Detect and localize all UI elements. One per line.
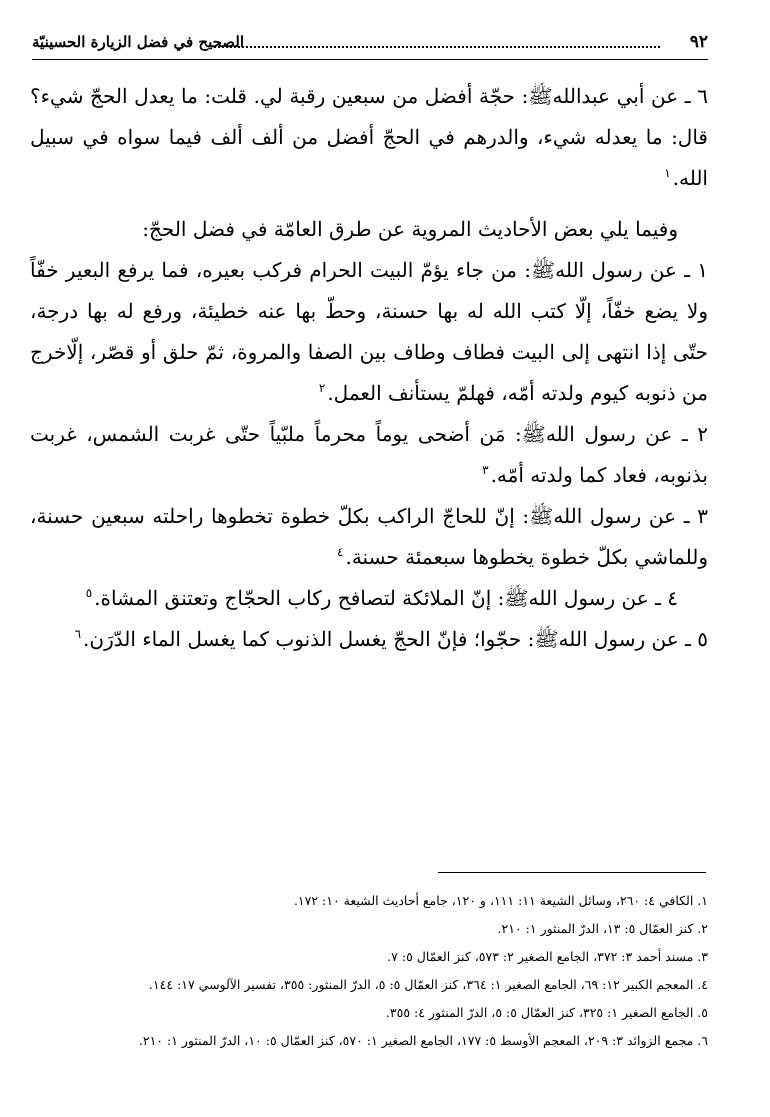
- hadith-paragraph: [30, 578, 708, 619]
- footnote: ٢. كنز العمّال ٥: ١٣، الدرّ المنثور ١: ٢١٠.: [497, 921, 708, 936]
- intro-text: وفيما يلي بعض الأحاديث المروية عن طرق العامّة في فضل الحجّ:: [142, 217, 678, 241]
- footnote: ٦. مجمع الزوائد ٣: ٢٠٩، المعجم الأوسط ٥: ١٧٧، الجامع الصغير ١: ٥٧٠، كنز العمّال ٥: ١٠، الدرّ المنثور ١: ٢١٠.: [138, 1033, 708, 1048]
- footnote-marker: ٣: [482, 463, 489, 478]
- footnote-rule: [438, 872, 706, 873]
- intro-paragraph: [30, 209, 708, 250]
- hadith-text: عن رسول الله‏ﷺ: من جاء يؤمّ البيت الحرام فركب بعيره، فما يرفع البعير خفّاً ولا يضع خفّاً، إلّا كتب الله له بها حسنة، وحطّ بها عنه خطيئة، ورفع له بها درجة، حتّى إذا انتهى إلى البيت فطاف وطاف بين الصفا والمروة، ثمّ حلق أو قصّر، إلّاخرج من ذنوبه كيوم ولدته أمّه، فهلمّ يستأنف العمل.: [30, 258, 708, 405]
- header-dotted-leader: [214, 46, 660, 48]
- hadith-paragraph: [30, 76, 708, 199]
- footnote-marker: ١: [664, 166, 671, 181]
- running-title: الصحيح في فضل الزيارة الحسينيّة: [32, 33, 245, 51]
- footnote-marker: ٦: [74, 627, 82, 642]
- page-number: ٩٢: [689, 32, 708, 52]
- footnote-marker: ٤: [337, 545, 344, 560]
- hadith-paragraph: [30, 414, 708, 496]
- header-rule: [32, 59, 708, 60]
- hadith-text: عن أبي عبدالله‏ﷺ: حجّة أفضل من سبعين رقبة لي. قلت: ما يعدل الحجّ شيء؟ قال: ما يعدله شيء، والدرهم في الحجّ أفضل من ألف ألف فيما سواه في سبيل الله.: [30, 84, 708, 190]
- hadith-text: عن رسول الله‏ﷺ: مَن أضحى يوماً محرماً ملبّياً حتّى غربت الشمس، غربت بذنوبه، فعاد كما ولدته أمّه.: [30, 422, 708, 487]
- footnote-marker: ٥: [85, 586, 93, 601]
- hadith-paragraph: [30, 496, 708, 578]
- hadith-number: ١ ـ: [684, 258, 709, 282]
- page-header: [32, 28, 708, 56]
- hadith-text: عن رسول الله‏ﷺ: حجّوا؛ فإنّ الحجّ يغسل الذنوب كما يغسل الماء الدّرَن.: [83, 627, 679, 651]
- hadith-text: عن رسول الله‏ﷺ: إنّ للحاجّ الراكب بكلّ خطوة تخطوها راحلته سبعين حسنة، وللماشي بكلّ خطوة يخطوها سبعمئة حسنة.: [30, 504, 708, 569]
- hadith-number: ٤ ـ: [655, 586, 678, 610]
- main-text: [30, 76, 708, 660]
- footnote: ٣. مسند أحمد ٣: ٣٧٢، الجامع الصغير ٢: ٥٧٣، كنز العمّال ٥: ٧.: [387, 949, 708, 964]
- hadith-number: ٦ ـ: [684, 84, 709, 108]
- hadith-paragraph: [30, 619, 708, 660]
- hadith-number: ٥ ـ: [685, 627, 708, 651]
- footnotes: [30, 887, 708, 1055]
- hadith-number: ٣ ـ: [683, 504, 708, 528]
- footnote: ١. الكافي ٤: ٢٦٠، وسائل الشيعة ١١: ١١١، و ١٢٠، جامع أحاديث الشيعة ١٠: ١٧٢.: [293, 893, 708, 908]
- footnote-marker: ٢: [318, 381, 326, 396]
- hadith-paragraph: [30, 250, 708, 414]
- footnote: ٥. الجامع الصغير ١: ٣٢٥، كنز العمّال ٥: ٥، الدرّ المنثور ٤: ٣٥٥.: [385, 1005, 708, 1020]
- hadith-number: ٢ ـ: [681, 422, 708, 446]
- hadith-text: عن رسول الله‏ﷺ: إنّ الملائكة لتصافح ركاب الحجّاج وتعتنق المشاة.: [94, 586, 649, 610]
- footnote: ٤. المعجم الكبير ١٢: ٦٩، الجامع الصغير ١: ٣٦٤، كنز العمّال ٥: ٥، الدرّ المنثور: ٣٥٥، تفسير الآلوسي ١٧: ١٤٤.: [148, 977, 708, 992]
